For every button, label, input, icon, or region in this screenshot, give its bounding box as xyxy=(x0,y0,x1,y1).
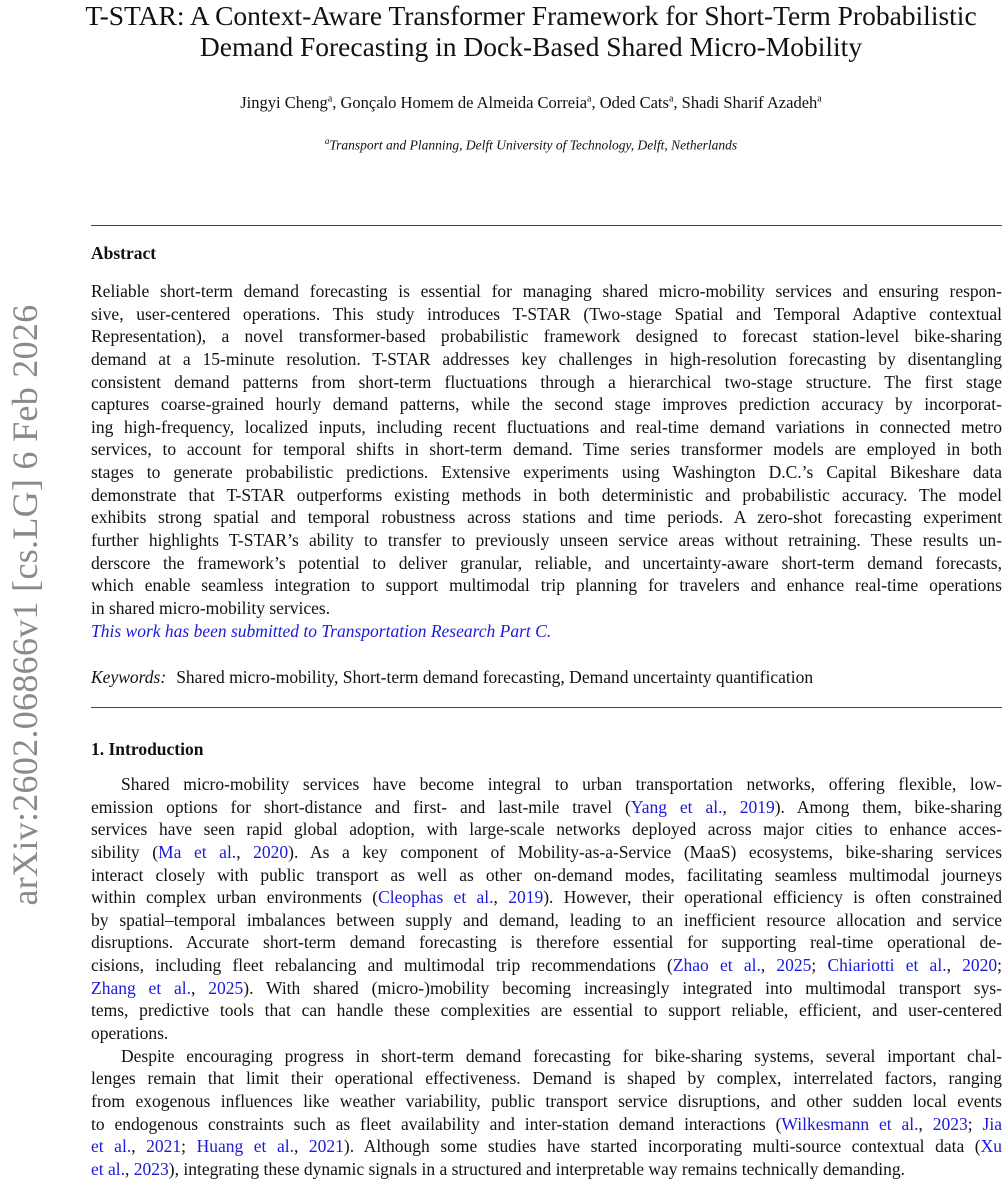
text-run: ; xyxy=(967,1113,983,1134)
text-run: Shared micro-mobility services have become integral to urban transportation networks, offering flexible, low- xyxy=(121,774,1002,794)
text-run: emission options for short-distance and first- and last-mile travel ( xyxy=(91,796,631,817)
text-run: , xyxy=(191,977,209,998)
text-run: further highlights T-STAR’s ability to transfer to previously unseen service areas without retraining. These results un- xyxy=(91,530,1002,551)
text-run: ). With shared (micro-)mobility becoming increasingly integrated into multimodal transport sys- xyxy=(243,977,1002,998)
text-line xyxy=(91,438,1002,461)
text-run: lenges remain that limit their operational effectiveness. Demand is shaped by complex, interrelated factors, ranging xyxy=(91,1068,1002,1089)
title-line-2: Demand Forecasting in Dock-Based Shared Micro-Mobility xyxy=(199,31,863,62)
author-name: Oded Cats xyxy=(599,93,669,112)
text-line xyxy=(91,1158,1002,1181)
citation-link[interactable]: 2019 xyxy=(739,796,775,817)
citation-link[interactable]: 2023 xyxy=(133,1158,169,1179)
text-line xyxy=(91,818,1002,841)
author-list: Jingyi Cheng$^a$, Gonçalo Homem de Almeida Correia$^a$, Oded Cats$^a$, Shadi Sharif Azadeh$^a$ xyxy=(240,93,822,112)
text-run: demonstrate that T-STAR outperforms existing methods in both deterministic and probabilistic accuracy. The model xyxy=(91,484,1002,505)
text-line xyxy=(91,1113,1002,1136)
citation-link[interactable]: et al. xyxy=(91,1136,132,1157)
text-run: services, to account for temporal shifts in short-term demand. Time series transformer models are employed in both xyxy=(91,439,1002,460)
author-name: Shadi Sharif Azadeh xyxy=(681,93,818,112)
text-run: operations. xyxy=(91,1023,169,1044)
text-run: services have seen rapid global adoption, with large-scale networks deployed across major cities to enhance acces- xyxy=(91,819,1002,840)
paragraph xyxy=(91,280,1002,620)
text-line xyxy=(91,393,1002,416)
text-line xyxy=(91,886,1002,909)
text-run: derscore the framework’s potential to deliver granular, reliable, and uncertainty-aware short-term demand forecasts, xyxy=(91,552,1002,573)
abstract-heading: Abstract xyxy=(91,243,157,263)
affiliation-mark: a xyxy=(587,93,592,105)
text-line xyxy=(91,1067,1002,1090)
affiliation-mark: a xyxy=(668,93,674,105)
text-run: ). Although some studies have started incorporating multi-source contextual data ( xyxy=(343,1136,981,1157)
paragraph xyxy=(91,773,1002,1045)
text-run: ing high-frequency, localized inputs, including recent fluctuations and real-time demand variations in connected metro xyxy=(91,416,1002,437)
text-run: Reliable short-term demand forecasting is essential for managing shared micro-mobility services and ensuring respon- xyxy=(91,281,1002,301)
citation-link[interactable]: Zhang et al. xyxy=(91,977,192,998)
text-line xyxy=(91,348,1002,371)
text-line xyxy=(91,1090,1002,1113)
citation-link[interactable]: 2025 xyxy=(776,955,812,976)
citation-link[interactable]: 2019 xyxy=(508,887,544,908)
text-run: in shared micro-mobility services. xyxy=(91,597,331,618)
text-line xyxy=(91,931,1002,954)
submission-note[interactable] xyxy=(91,620,1002,643)
text-run: captures coarse-grained hourly demand patterns, while the second stage improves prediction accuracy by incorporat- xyxy=(91,394,1002,415)
citation-link[interactable]: Huang et al. xyxy=(196,1136,294,1157)
citation-link[interactable]: 2020 xyxy=(253,841,289,862)
text-run: exhibits strong spatial and temporal robustness across stations and time periods. A zero-shot forecasting experiment xyxy=(91,507,1002,528)
text-run: stages to generate probabilistic predictions. Extensive experiments using Washington D.C.’s Capital Bikeshare data xyxy=(91,462,1002,483)
text-run: within complex urban environments ( xyxy=(91,887,379,908)
text-line xyxy=(91,841,1002,864)
citation-link[interactable]: Ma et al. xyxy=(158,841,237,862)
citation-link[interactable]: Xu xyxy=(980,1136,1002,1157)
text-run: Representation), a novel transformer-based probabilistic framework designed to forecast station-level bike-sharing xyxy=(91,326,1002,347)
introduction-body xyxy=(91,773,1002,1181)
affiliation-mark: a xyxy=(817,93,822,105)
title-line-1: T-STAR: A Context-Aware Transformer Framework for Short-Term Probabilistic xyxy=(85,0,977,31)
text-line xyxy=(91,371,1002,394)
text-run: , xyxy=(918,1113,933,1134)
text-run: , xyxy=(131,1136,147,1157)
text-run: Despite encouraging progress in short-term demand forecasting for bike-sharing systems, several important chal- xyxy=(121,1045,1002,1066)
text-run: cisions, including fleet rebalancing and multimodal trip recommendations ( xyxy=(91,955,673,976)
text-run: ; xyxy=(181,1136,197,1157)
author xyxy=(682,93,822,112)
text-run: which enable seamless integration to support multimodal trip planning for travelers and enhance real-time operations xyxy=(91,575,1002,596)
citation-link[interactable]: 2021 xyxy=(308,1136,344,1157)
citation-link[interactable]: Wilkesmann et al. xyxy=(781,1113,919,1134)
text-run: tems, predictive tools that can handle these complexities are essential to support reliable, efficient, and user-centered xyxy=(91,1000,1002,1021)
text-run: , xyxy=(722,796,740,817)
citation-link[interactable]: Yang et al. xyxy=(630,796,723,817)
text-line xyxy=(91,999,1002,1022)
citation-link[interactable]: Cleophas et al. xyxy=(378,887,494,908)
text-run: ; xyxy=(997,955,1002,976)
affiliation-mark: a xyxy=(324,136,330,146)
text-line xyxy=(91,303,1002,326)
author xyxy=(600,93,674,112)
text-run: demand at a 15-minute resolution. T-STAR addresses key challenges in high-resolution forecasting by disentangling xyxy=(91,348,1002,369)
text-line xyxy=(91,1045,1002,1068)
citation-link[interactable]: 2021 xyxy=(146,1136,182,1157)
text-line xyxy=(91,864,1002,887)
text-line xyxy=(91,597,1002,620)
text-line xyxy=(91,1022,1002,1045)
text-run: ). However, their operational efficiency is often constrained xyxy=(543,887,1002,908)
text-run: interact closely with public transport as well as other on-demand modes, facilitating seamless multimodal journeys xyxy=(91,864,1002,885)
text-run: sibility ( xyxy=(91,841,159,862)
text-line xyxy=(91,506,1002,529)
text-run: by spatial–temporal imbalances between supply and demand, leading to an inefficient resource allocation and service xyxy=(91,909,1002,930)
keywords xyxy=(91,666,1002,689)
author-name: Gonçalo Homem de Almeida Correia xyxy=(340,93,588,112)
text-run: ; xyxy=(811,955,828,976)
affiliation-text: Transport and Planning, Delft University of Technology, Delft, Netherlands xyxy=(329,137,738,153)
text-run: ), integrating these dynamic signals in a structured and interpretable way remains technically demanding. xyxy=(168,1158,905,1179)
affiliation-mark: a xyxy=(327,93,333,105)
arxiv-identifier-sidebar: arXiv:2602.06866v1 [cs.LG] 6 Feb 2026 xyxy=(5,304,45,906)
text-run: , xyxy=(946,955,963,976)
text-run: from exogenous influences like weather variability, public transport service disruptions, and other sudden local events xyxy=(91,1090,1002,1111)
author-name: Jingyi Cheng xyxy=(240,93,328,112)
text-run: to endogenous constraints such as fleet availability and inter-station demand interactions ( xyxy=(91,1113,782,1134)
text-run: ). As a key component of Mobility-as-a-Service (MaaS) ecosystems, bike-sharing services xyxy=(288,841,1002,862)
paragraph xyxy=(91,1045,1002,1181)
citation-link[interactable]: 2020 xyxy=(962,955,998,976)
text-line xyxy=(91,796,1002,819)
text-line xyxy=(91,954,1002,977)
paper-title xyxy=(60,0,1002,62)
text-run: sive, user-centered operations. This study introduces T-STAR (Two-stage Spatial and Temporal Adaptive contextual xyxy=(91,303,1002,324)
citation-link[interactable]: 2025 xyxy=(208,977,244,998)
citation-link[interactable]: 2023 xyxy=(932,1113,968,1134)
author xyxy=(341,93,592,112)
text-line xyxy=(91,909,1002,932)
abstract-paragraphs xyxy=(91,280,1002,620)
text-line xyxy=(91,416,1002,439)
text-run: , xyxy=(236,841,254,862)
text-line xyxy=(91,325,1002,348)
text-line xyxy=(91,461,1002,484)
abstract-body xyxy=(91,280,1002,642)
affiliation xyxy=(60,136,1002,154)
text-run: disruptions. Accurate short-term demand forecasting is therefore essential for supporting real-time operational de- xyxy=(91,932,1002,953)
text-line xyxy=(91,529,1002,552)
citation-link[interactable]: et al. xyxy=(91,1158,126,1179)
citation-link[interactable]: Chiariotti et al. xyxy=(827,955,947,976)
text-line xyxy=(91,552,1002,575)
text-run: , xyxy=(293,1136,309,1157)
top-divider xyxy=(91,225,1002,226)
text-line xyxy=(91,574,1002,597)
citation-link[interactable]: Zhao et al. xyxy=(672,955,761,976)
text-run: , xyxy=(760,955,777,976)
text-run: , xyxy=(493,887,509,908)
keywords-label: Keywords: xyxy=(91,667,167,687)
keywords-text: Shared micro-mobility, Short-term demand forecasting, Demand uncertainty quantification xyxy=(176,667,814,687)
author xyxy=(240,93,332,112)
submission-note-link[interactable]: This work has been submitted to Transportation Research Part C. xyxy=(91,620,552,641)
text-line xyxy=(91,1135,1002,1158)
text-line xyxy=(91,977,1002,1000)
section-heading-introduction: 1. Introduction xyxy=(91,739,204,759)
bottom-divider xyxy=(91,707,1002,708)
text-run: ). Among them, bike-sharing xyxy=(774,796,1002,817)
text-run: consistent demand patterns from short-term fluctuations through a hierarchical two-stage structure. The first stage xyxy=(91,371,1002,392)
text-line xyxy=(91,280,1002,303)
text-run: , xyxy=(125,1158,134,1179)
citation-link[interactable]: Jia xyxy=(982,1113,1002,1134)
text-line xyxy=(91,484,1002,507)
text-line xyxy=(91,773,1002,796)
